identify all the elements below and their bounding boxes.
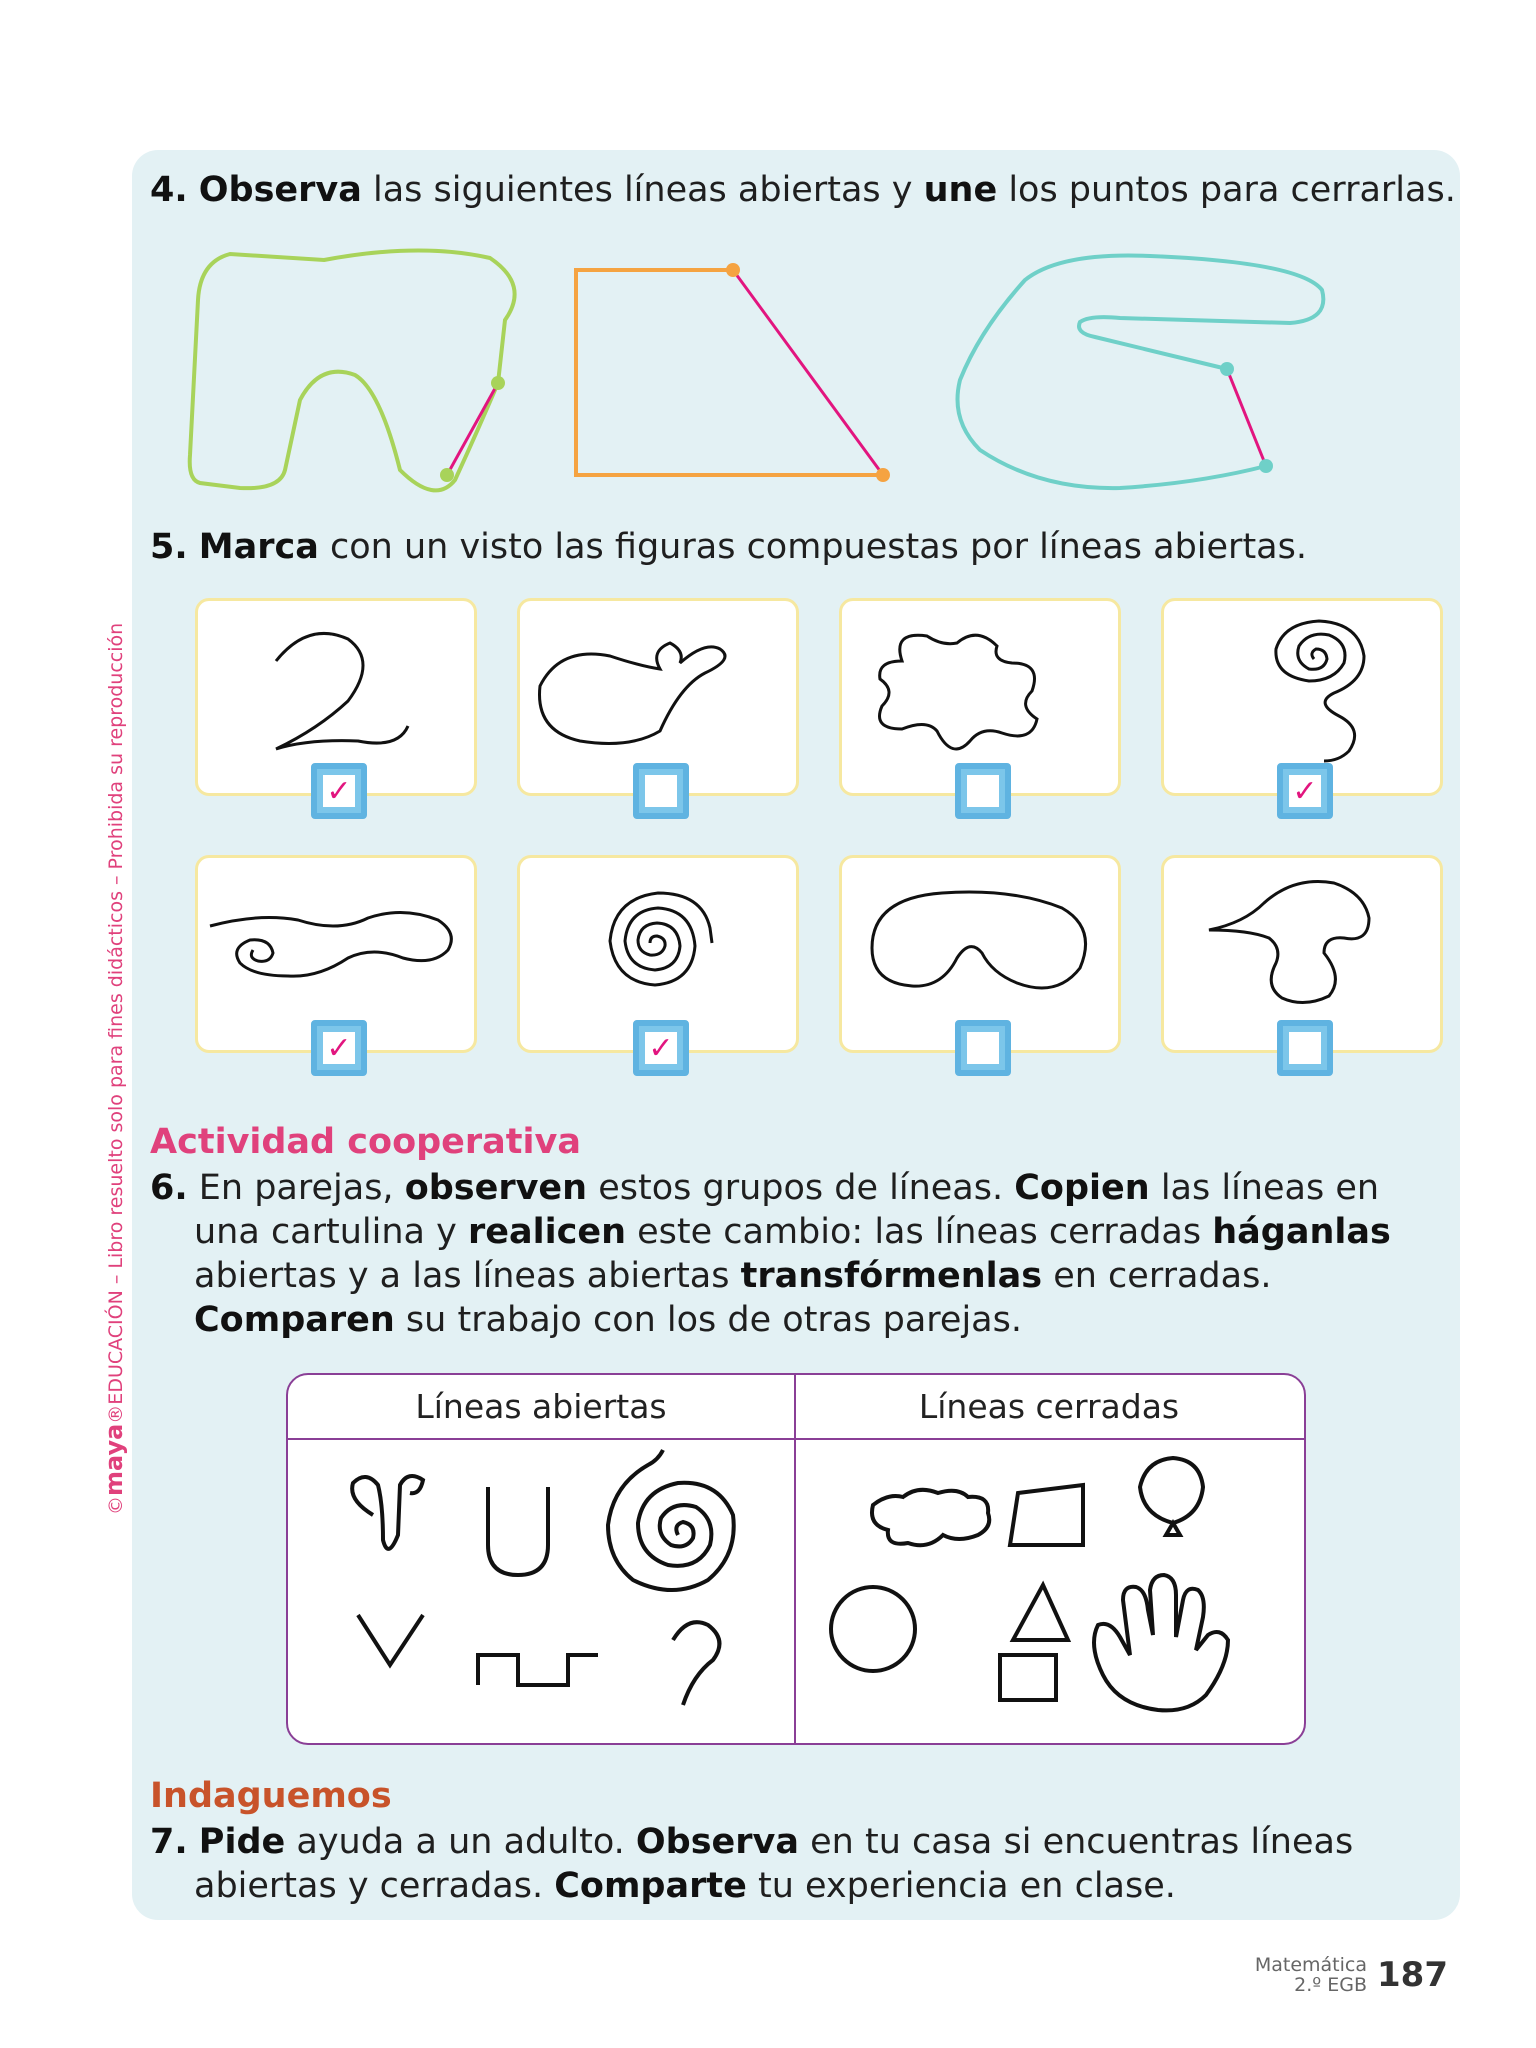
big-spiral-shape <box>610 893 712 985</box>
brand-logo: maya <box>100 1423 128 1496</box>
check-mark: ✓ <box>645 1032 677 1064</box>
lines-table <box>286 1373 1306 1745</box>
closed-rectangle <box>1000 1655 1056 1700</box>
q4-shapes <box>170 230 1360 520</box>
closed-cloud <box>872 1490 989 1545</box>
check-mark: ✓ <box>323 775 355 807</box>
wave-spiral-shape <box>210 912 451 976</box>
column-header-closed: Líneas cerradas <box>918 1387 1180 1426</box>
green-closing-segment <box>447 383 498 475</box>
card-whale-shape <box>517 598 799 796</box>
mushroom-shape <box>1209 882 1369 1003</box>
two-shape <box>276 633 408 749</box>
card-spiral-tail-shape <box>1161 598 1443 809</box>
blob-shape <box>880 635 1038 749</box>
copyright-notice: ®EDUCACIÓN – Libro resuelto solo para fines didácticos – Prohibida su reproducción <box>105 622 127 1424</box>
indaguemos-heading: Indaguemos <box>150 1776 392 1816</box>
question-4: 4. Observa las siguientes líneas abiertas y une los puntos para cerrarlas. <box>150 170 1456 210</box>
checkbox-5[interactable] <box>311 1020 367 1076</box>
checkbox-3[interactable] <box>955 763 1011 819</box>
open-steps <box>478 1655 598 1685</box>
copyright-symbol: © <box>105 1496 127 1515</box>
checkbox-7[interactable] <box>955 1020 1011 1076</box>
checkbox-4[interactable] <box>1277 763 1333 819</box>
table-drawings <box>288 1375 1304 1743</box>
card-big-spiral-shape <box>517 855 799 1066</box>
checkbox-2[interactable] <box>633 763 689 819</box>
card-kidney-shape <box>839 855 1121 1053</box>
orange-open-line <box>576 270 883 475</box>
teal-closing-segment <box>1227 369 1266 466</box>
closed-balloon <box>1140 1458 1203 1535</box>
closed-quadrilateral <box>1010 1485 1083 1545</box>
teal-open-line <box>958 256 1324 489</box>
column-header-open: Líneas abiertas <box>415 1387 667 1426</box>
question-7: 7. Pide ayuda a un adulto. Observa en tu casa si encuentras líneas abiertas y cerradas. Comparte tu experiencia en clase. <box>150 1822 1354 1906</box>
footer-subject <box>1255 1955 1367 1995</box>
open-question <box>673 1622 719 1705</box>
green-open-line <box>190 250 515 490</box>
page-footer <box>1255 1955 1448 1995</box>
kidney-shape <box>872 892 1086 988</box>
page-number: 187 <box>1377 1955 1448 1995</box>
open-v <box>358 1615 423 1665</box>
open-squiggle-u <box>352 1476 423 1549</box>
closed-circle <box>831 1587 915 1671</box>
question-5: 5. Marca con un visto las figuras compuestas por líneas abiertas. <box>150 527 1307 567</box>
card-blob-shape <box>839 598 1121 796</box>
open-u <box>488 1487 548 1575</box>
grade-label: 2.º EGB <box>1294 1974 1368 1996</box>
card-two-shape <box>195 598 477 809</box>
checkbox-6[interactable] <box>633 1020 689 1076</box>
closed-triangle <box>1013 1585 1068 1640</box>
checkbox-3-inner <box>967 775 999 807</box>
copyright-side-text <box>100 623 128 1515</box>
check-mark: ✓ <box>1289 775 1321 807</box>
orange-closing-segment <box>733 270 883 475</box>
checkbox-2-inner <box>645 775 677 807</box>
actividad-heading: Actividad cooperativa <box>150 1122 581 1162</box>
question-6: 6. En parejas, observen estos grupos de líneas. Copien las líneas en una cartulina y realicen este cambio: las líneas cerradas háganlas abiertas y a las líneas abiertas transfórmenlas en cerradas. Comparen su trabajo con los de otras parejas. <box>150 1168 1391 1340</box>
check-mark: ✓ <box>323 1032 355 1064</box>
card-mushroom-shape <box>1161 855 1443 1053</box>
checkbox-1[interactable] <box>311 763 367 819</box>
card-wave-spiral-shape <box>195 855 477 1066</box>
closed-hand <box>1094 1575 1228 1710</box>
subject-label: Matemática <box>1254 1954 1368 1976</box>
checkbox-8[interactable] <box>1277 1020 1333 1076</box>
whale-shape <box>540 643 726 743</box>
checkbox-7-inner <box>967 1032 999 1064</box>
checkbox-8-inner <box>1289 1032 1321 1064</box>
spiral-tail-shape <box>1276 621 1364 761</box>
open-spiral <box>608 1450 734 1590</box>
